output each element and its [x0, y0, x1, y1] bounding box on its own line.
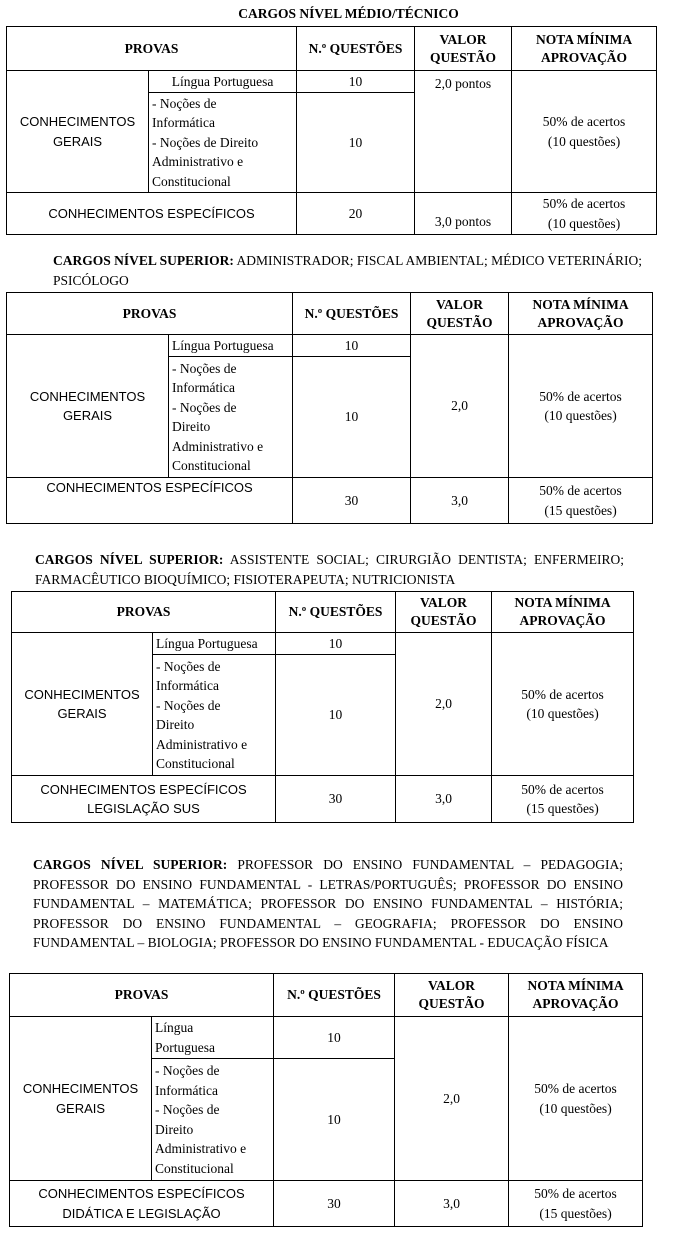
- especificos-nota: [492, 776, 634, 823]
- especificos-questoes: 30: [274, 1181, 395, 1227]
- header-questoes: N.º QUESTÕES: [297, 27, 415, 71]
- especificos-label: CONHECIMENTOS ESPECÍFICOS: [7, 478, 293, 524]
- informatica-direito-label: [169, 357, 293, 478]
- info-line-2: Informática: [156, 678, 219, 693]
- header-valor: VALOR QUESTÃO: [411, 293, 509, 335]
- info-line-5: Administrativo e: [156, 736, 248, 752]
- info-line-1: - Noções de: [152, 95, 217, 111]
- gerais-label: [7, 335, 169, 478]
- especificos-nota: [509, 1181, 643, 1227]
- section-2-heading-text: ADMINISTRADOR; FISCAL AMBIENTAL; MÉDICO VETERINÁRIO; PSICÓLOGO: [53, 253, 642, 288]
- informatica-questoes: 10: [293, 357, 411, 478]
- section-4-heading-bold: CARGOS NÍVEL SUPERIOR:: [33, 857, 228, 872]
- gerais-nota: [509, 335, 653, 478]
- portugues-label: Língua Portuguesa: [169, 335, 293, 357]
- informatica-direito-label: [153, 655, 276, 776]
- especificos-nota: [509, 478, 653, 524]
- section-1-heading: CARGOS NÍVEL MÉDIO/TÉCNICO: [238, 6, 459, 21]
- especificos-valor: 3,0: [411, 478, 509, 524]
- portugues-label: Língua Portuguesa: [149, 71, 297, 93]
- section-2-table: [6, 292, 653, 524]
- gerais-nota: [509, 1017, 643, 1181]
- gerais-valor: 2,0 pontos: [415, 71, 512, 193]
- header-nota: NOTA MÍNIMA APROVAÇÃO: [509, 974, 643, 1017]
- info-line-3: - Noções de: [172, 399, 237, 415]
- gerais-nota: [512, 71, 657, 193]
- especificos-questoes: 30: [276, 776, 396, 823]
- especificos-label: [10, 1181, 274, 1227]
- especificos-valor: 3,0 pontos: [415, 193, 512, 235]
- header-provas: PROVAS: [7, 27, 297, 71]
- info-line-1: - Noções de: [155, 1063, 220, 1078]
- informatica-questoes: 10: [297, 93, 415, 193]
- especificos-label-line-1: CONHECIMENTOS ESPECÍFICOS: [38, 1186, 245, 1201]
- section-3-heading: [35, 550, 624, 589]
- info-line-4: Administrativo e: [152, 154, 244, 170]
- gerais-label: [7, 71, 149, 193]
- header-questoes: N.º QUESTÕES: [276, 592, 396, 633]
- especificos-nota-line-1: 50% de acertos: [534, 1186, 617, 1201]
- especificos-nota-line-1: 50% de acertos: [542, 196, 626, 211]
- gerais-label: [10, 1017, 152, 1181]
- especificos-nota-line-1: 50% de acertos: [521, 781, 604, 797]
- header-nota: NOTA MÍNIMA APROVAÇÃO: [492, 592, 634, 633]
- especificos-valor: 3,0: [395, 1181, 509, 1227]
- especificos-label: [12, 776, 276, 823]
- header-valor: VALOR QUESTÃO: [396, 592, 492, 633]
- gerais-nota-line-1: 50% de acertos: [521, 686, 604, 702]
- info-line-2: Informática: [172, 380, 235, 395]
- section-3-heading-bold: CARGOS NÍVEL SUPERIOR:: [35, 552, 224, 567]
- info-line-6: Constitucional: [155, 1160, 234, 1176]
- header-questoes: N.º QUESTÕES: [274, 974, 395, 1017]
- header-provas: PROVAS: [12, 592, 276, 633]
- info-line-3: - Noções de Direito: [152, 134, 259, 150]
- especificos-questoes: 30: [293, 478, 411, 524]
- portugues-line-1: Língua: [155, 1020, 194, 1035]
- especificos-label-line-1: CONHECIMENTOS ESPECÍFICOS: [40, 781, 247, 797]
- info-line-4: Direito: [156, 717, 195, 732]
- especificos-questoes: 20: [297, 193, 415, 235]
- gerais-label-text: CONHECIMENTOS GERAIS: [19, 114, 136, 149]
- especificos-label-line-2: DIDÁTICA E LEGISLAÇÃO: [62, 1205, 221, 1221]
- gerais-nota-line-2: (10 questões): [547, 133, 621, 149]
- gerais-nota-line-2: (10 questões): [544, 408, 617, 423]
- info-line-5: Administrativo e: [155, 1141, 247, 1156]
- header-nota: NOTA MÍNIMA APROVAÇÃO: [509, 293, 653, 335]
- info-line-2: Informática: [155, 1082, 218, 1098]
- gerais-valor: 2,0: [395, 1017, 509, 1181]
- informatica-direito-label: [149, 93, 297, 193]
- portugues-questoes: 10: [297, 71, 415, 93]
- section-4-table: [9, 973, 643, 1227]
- gerais-label-text: CONHECIMENTOS GERAIS: [29, 388, 146, 423]
- portugues-label: Língua Portuguesa: [153, 633, 276, 655]
- info-line-1: - Noções de: [172, 360, 237, 376]
- header-valor: VALOR QUESTÃO: [415, 27, 512, 71]
- info-line-6: Constitucional: [172, 458, 251, 473]
- portugues-label: [152, 1017, 274, 1059]
- especificos-nota-line-1: 50% de acertos: [539, 483, 622, 498]
- header-provas: PROVAS: [10, 974, 274, 1017]
- header-questoes: N.º QUESTÕES: [293, 293, 411, 335]
- section-1-table: [6, 26, 657, 235]
- gerais-label-text: CONHECIMENTOS GERAIS: [22, 1081, 139, 1116]
- header-valor: VALOR QUESTÃO: [395, 974, 509, 1017]
- gerais-nota: [492, 633, 634, 776]
- especificos-nota-line-2: (10 questões): [547, 215, 621, 231]
- gerais-nota-line-1: 50% de acertos: [539, 388, 622, 404]
- especificos-label-line-2: LEGISLAÇÃO SUS: [87, 801, 200, 816]
- info-line-5: Constitucional: [152, 173, 231, 189]
- especificos-nota: [512, 193, 657, 235]
- header-provas: PROVAS: [7, 293, 293, 335]
- especificos-valor: 3,0: [396, 776, 492, 823]
- section-2-heading: [53, 251, 642, 290]
- section-3-table: [11, 591, 634, 823]
- gerais-nota-line-2: (10 questões): [526, 706, 599, 721]
- especificos-nota-line-2: (15 questões): [544, 502, 617, 518]
- info-line-4: Direito: [172, 419, 211, 434]
- info-line-2: Informática: [152, 115, 215, 131]
- portugues-questoes: 10: [276, 633, 396, 655]
- info-line-5: Administrativo e: [172, 438, 264, 454]
- especificos-nota-line-2: (15 questões): [539, 1205, 612, 1221]
- gerais-nota-line-2: (10 questões): [539, 1100, 612, 1116]
- informatica-direito-label: [152, 1059, 274, 1181]
- info-line-3: - Noções de: [156, 697, 221, 713]
- portugues-questoes: 10: [274, 1017, 395, 1059]
- section-3-heading-text: ASSISTENTE SOCIAL; CIRURGIÃO DENTISTA; ENFERMEIRO; FARMACÊUTICO BIOQUÍMICO; FISIOTERAPEUTA; NUTRICIONISTA: [35, 552, 624, 587]
- section-4-heading: [33, 855, 623, 953]
- gerais-nota-line-1: 50% de acertos: [542, 114, 626, 129]
- portugues-line-2: Portuguesa: [155, 1039, 215, 1055]
- gerais-valor: 2,0: [411, 335, 509, 478]
- gerais-nota-line-1: 50% de acertos: [534, 1081, 617, 1096]
- gerais-valor: 2,0: [396, 633, 492, 776]
- especificos-label: CONHECIMENTOS ESPECÍFICOS: [7, 193, 297, 235]
- especificos-nota-line-2: (15 questões): [526, 801, 599, 816]
- gerais-label: [12, 633, 153, 776]
- info-line-1: - Noções de: [156, 658, 221, 674]
- informatica-questoes: 10: [276, 655, 396, 776]
- info-line-4: Direito: [155, 1121, 194, 1137]
- section-2-heading-bold: CARGOS NÍVEL SUPERIOR:: [53, 253, 234, 268]
- portugues-questoes: 10: [293, 335, 411, 357]
- info-line-3: - Noções de: [155, 1102, 220, 1117]
- section-4-heading-text: PROFESSOR DO ENSINO FUNDAMENTAL – PEDAGOGIA; PROFESSOR DO ENSINO FUNDAMENTAL - LETRAS/PORTUGUÊS; PROFESSOR DO ENSINO FUNDAMENTAL – MATEMÁTICA; PROFESSOR DO ENSINO FUNDAMENTAL – HISTÓRIA; PROFESSOR DO ENSINO FUNDAMENTAL – GEOGRAFIA; PROFESSOR DO ENSINO FUNDAMENTAL – BIOLOGIA; PROFESSOR DO ENSINO FUNDAMENTAL - EDUCAÇÃO FÍSICA: [33, 857, 624, 950]
- header-nota: NOTA MÍNIMA APROVAÇÃO: [512, 27, 657, 71]
- info-line-6: Constitucional: [156, 756, 235, 771]
- gerais-label-text: CONHECIMENTOS GERAIS: [24, 686, 140, 721]
- informatica-questoes: 10: [274, 1059, 395, 1181]
